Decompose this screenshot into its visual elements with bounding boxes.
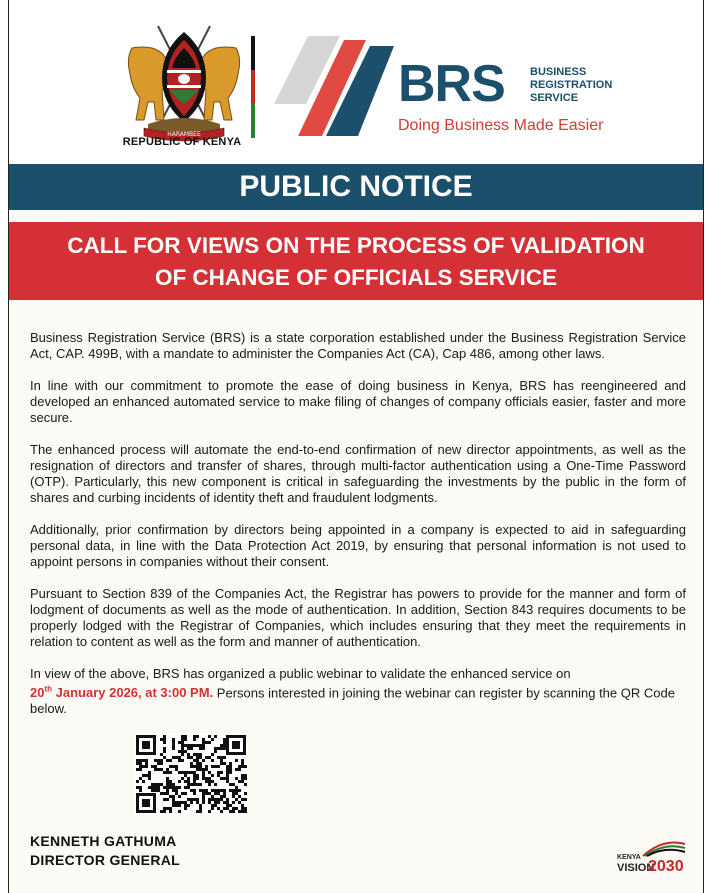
vision-year: 2030	[648, 858, 684, 875]
vision-swoosh-icon	[641, 840, 687, 858]
vision-country: KENYA	[617, 854, 641, 861]
kenya-vision-2030-logo	[615, 838, 689, 876]
webinar-date	[30, 685, 213, 700]
brs-full-name	[530, 66, 612, 105]
public-notice-heading: PUBLIC NOTICE	[9, 164, 703, 210]
paragraph-3: The enhanced process will automate the end-to-end confirmation of new director appointments, as well as the resignation of directors and transfer of shares, through multi-factor authentication using a One-Time Password (OTP). Particularly, this new component is critical in safeguarding the investments by the public in the form of shares and curbing incidents of identity theft and fraudulent lodgments.	[30, 442, 686, 505]
vision-word: VISION	[617, 862, 655, 874]
flag-divider	[251, 36, 255, 138]
brs-acronym: BRS	[398, 55, 505, 113]
signatory-title: DIRECTOR GENERAL	[30, 852, 180, 868]
brs-name-line-1: BUSINESS	[530, 66, 587, 78]
signatory-name: KENNETH GATHUMA	[30, 833, 177, 849]
paragraph-5: Pursuant to Section 839 of the Companies Act, the Registrar has powers to provide for the manner and form of lodgment of documents as well as the mode of authentication. In addition, Section 843 requires documents to be properly lodged with the Registrar of Companies, which includes ensuring that they meet the requirements in relation to content as well as the form and manner of authentication.	[30, 586, 686, 649]
webinar-date-day: 20	[30, 685, 45, 701]
paragraph-4: Additionally, prior confirmation by directors being appointed in a company is expected to aid in safeguarding personal data, in line with the Data Protection Act 2019, by ensuring that personal information is not used to appoint persons in companies without their consent.	[30, 522, 686, 569]
signature-block	[30, 832, 180, 870]
brs-name-line-3: SERVICE	[530, 92, 579, 104]
webinar-intro: In view of the above, BRS has organized a public webinar to validate the enhanced service on	[30, 666, 571, 681]
kenya-coat-of-arms-icon	[118, 18, 250, 148]
brs-logo-icon	[274, 32, 394, 136]
qr-code-icon[interactable]	[134, 733, 248, 815]
paragraph-6	[30, 666, 686, 717]
notice-body	[30, 330, 686, 733]
paragraph-1: Business Registration Service (BRS) is a state corporation established under the Business Registration Service Act, CAP. 499B, with a mandate to administer the Companies Act (CA), Cap 486, among other laws.	[30, 330, 686, 361]
brs-name-line-2: REGISTRATION	[530, 79, 613, 91]
notice-title-line-2: OF CHANGE OF OFFICIALS SERVICE	[154, 265, 558, 290]
paragraph-2: In line with our commitment to promote the ease of doing business in Kenya, BRS has reengineered and developed an enhanced automated service to make filing of changes of company officials easier, faster and more secure.	[30, 378, 686, 425]
motto-text: HARAMBEE	[167, 131, 201, 138]
notice-title	[9, 222, 703, 300]
brs-tagline: Doing Business Made Easier	[398, 117, 604, 134]
republic-of-kenya-label: REPUBLIC OF KENYA	[122, 136, 242, 148]
notice-title-line-1: CALL FOR VIEWS ON THE PROCESS OF VALIDATION	[67, 233, 645, 258]
webinar-date-suffix: th	[44, 685, 53, 694]
webinar-outro: Persons interested in joining the webinar can register by scanning the QR Code below.	[30, 685, 675, 717]
webinar-date-rest: January 2026, at 3:00 PM.	[52, 685, 214, 701]
